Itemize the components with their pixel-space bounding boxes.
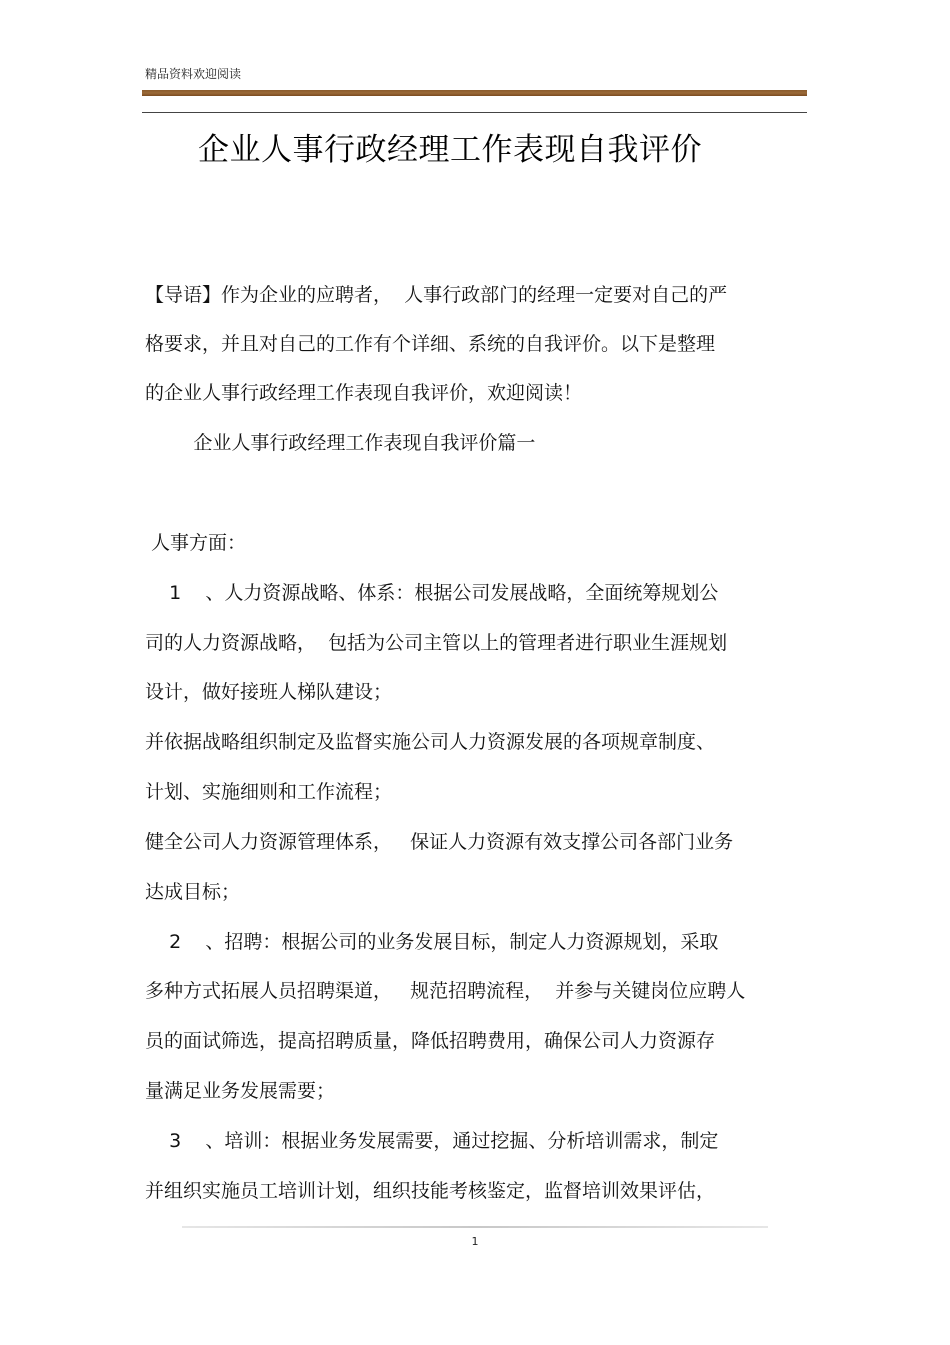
body-line: 2 、招聘：根据公司的业务发展目标，制定人力资源规划，采取 [145,931,719,953]
body-line: 员的面试筛选，提高招聘质量，降低招聘费用，确保公司人力资源存 [145,1030,716,1052]
body-line: 并组织实施员工培训计划，组织技能考核鉴定，监督培训效果评估， [145,1180,716,1202]
page-number: 1 [471,1235,479,1248]
body-line: 司的人力资源战略， 包括为公司主管以上的管理者进行职业生涯规划 [145,632,728,654]
header-rule-thick [142,90,807,96]
body-line: 格要求，并且对自己的工作有个详细、系统的自我评价。以下是整理 [145,333,716,355]
body-line: 健全公司人力资源管理体系， 保证人力资源有效支撑公司各部门业务 [145,831,734,853]
header-rule-thin [142,112,807,113]
section-heading: 企业人事行政经理工作表现自我评价篇一 [145,432,536,454]
body-line: 的企业人事行政经理工作表现自我评价，欢迎阅读！ [145,382,583,404]
body-line: 设计，做好接班人梯队建设； [145,681,393,703]
body-line: 1 、人力资源战略、体系：根据公司发展战略，全面统筹规划公 [145,582,719,604]
body-line: 3 、培训：根据业务发展需要，通过挖掘、分析培训需求，制定 [145,1130,719,1152]
body-line: 并依据战略组织制定及监督实施公司人力资源发展的各项规章制度、 [145,731,716,753]
footer-rule [182,1226,768,1228]
page-header-text: 精品资料欢迎阅读 [145,67,242,81]
body-line: 量满足业务发展需要； [145,1080,336,1102]
document-title: 企业人事行政经理工作表现自我评价 [198,132,702,168]
body-line: 达成目标； [145,881,241,903]
body-line: 【导语】作为企业的应聘者， 人事行政部门的经理一定要对自己的严 [145,284,728,306]
body-line: 多种方式拓展人员招聘渠道， 规范招聘流程， 并参与关键岗位应聘人 [145,980,746,1002]
subsection-heading: 人事方面： [145,532,247,554]
body-line: 计划、实施细则和工作流程； [145,781,393,803]
